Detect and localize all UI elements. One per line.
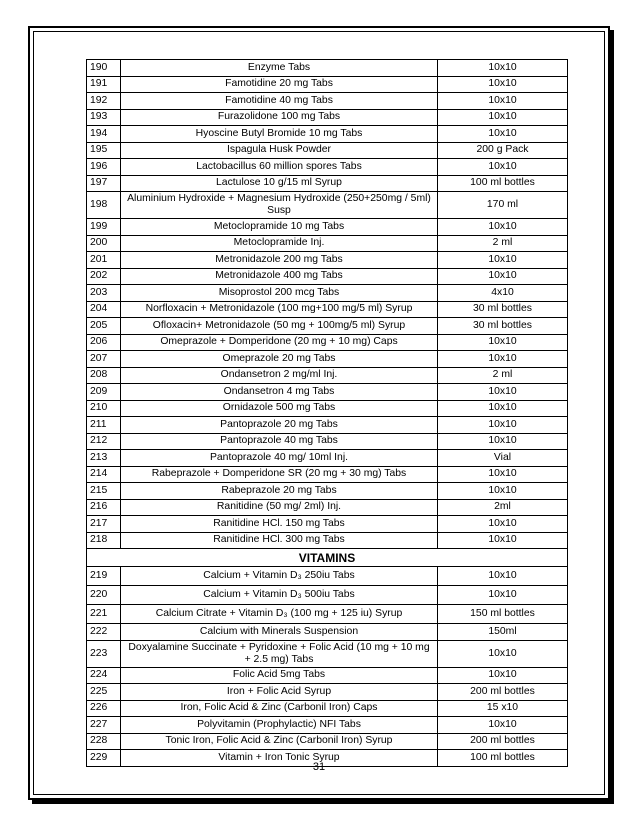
table-row [87,450,568,467]
item-number-cell: 198 [87,192,121,219]
item-number-cell: 205 [87,318,121,335]
item-description-cell: Folic Acid 5mg Tabs [121,667,438,684]
pack-size-cell: 15 x10 [438,700,568,717]
table-row [87,159,568,176]
pack-size-cell: 100 ml bottles [438,750,568,767]
pack-size-cell: 10x10 [438,219,568,236]
pack-size-cell: 10x10 [438,567,568,586]
item-description-cell: Misoprostol 200 mcg Tabs [121,285,438,302]
pack-size-cell: 10x10 [438,384,568,401]
table-row [87,499,568,516]
table-row [87,532,568,549]
pack-size-cell: 10x10 [438,351,568,368]
pack-size-cell: 10x10 [438,334,568,351]
table-row [87,586,568,605]
pack-size-cell: 150 ml bottles [438,605,568,624]
item-number-cell: 221 [87,605,121,624]
table-row [87,142,568,159]
pack-size-cell: 10x10 [438,252,568,269]
pack-size-cell: 10x10 [438,532,568,549]
item-description-cell: Ornidazole 500 mg Tabs [121,400,438,417]
table-row [87,700,568,717]
pack-size-cell: 100 ml bottles [438,175,568,192]
item-number-cell: 209 [87,384,121,401]
table-row [87,717,568,734]
table-row [87,235,568,252]
table-row [87,351,568,368]
item-number-cell: 191 [87,76,121,93]
item-description-cell: Lactobacillus 60 million spores Tabs [121,159,438,176]
pack-size-cell: 150ml [438,624,568,641]
section-title: VITAMINS [87,549,568,567]
item-description-cell: Rabeprazole + Domperidone SR (20 mg + 30 mg) Tabs [121,466,438,483]
table-row [87,605,568,624]
item-number-cell: 227 [87,717,121,734]
table-row [87,667,568,684]
pack-size-cell: 2ml [438,499,568,516]
pack-size-cell: 10x10 [438,417,568,434]
pack-size-cell: 10x10 [438,400,568,417]
item-description-cell: Norfloxacin + Metronidazole (100 mg+100 mg/5 ml) Syrup [121,301,438,318]
item-description-cell: Ranitidine (50 mg/ 2ml) Inj. [121,499,438,516]
page-number: 31 [312,761,326,773]
item-description-cell: Ondansetron 4 mg Tabs [121,384,438,401]
table-row [87,367,568,384]
item-number-cell: 212 [87,433,121,450]
item-description-cell: Metronidazole 400 mg Tabs [121,268,438,285]
item-number-cell: 218 [87,532,121,549]
table-row [87,252,568,269]
pack-size-cell: 10x10 [438,268,568,285]
pack-size-cell: 10x10 [438,516,568,533]
pack-size-cell: 4x10 [438,285,568,302]
pack-size-cell: 10x10 [438,640,568,667]
item-number-cell: 192 [87,93,121,110]
item-number-cell: 219 [87,567,121,586]
table-row [87,433,568,450]
table-row [87,76,568,93]
item-description-cell: Ispagula Husk Powder [121,142,438,159]
table-row [87,624,568,641]
item-number-cell: 196 [87,159,121,176]
item-number-cell: 215 [87,483,121,500]
item-description-cell: Ranitidine HCl. 150 mg Tabs [121,516,438,533]
item-description-cell: Metronidazole 200 mg Tabs [121,252,438,269]
table-row [87,483,568,500]
pack-size-cell: 10x10 [438,76,568,93]
item-number-cell: 193 [87,109,121,126]
page-border-shadow-bottom [32,800,614,804]
item-description-cell: Iron, Folic Acid & Zinc (Carbonil Iron) Caps [121,700,438,717]
pack-size-cell: 2 ml [438,367,568,384]
item-description-cell: Lactulose 10 g/15 ml Syrup [121,175,438,192]
table-row [87,684,568,701]
item-number-cell: 203 [87,285,121,302]
item-description-cell: Famotidine 20 mg Tabs [121,76,438,93]
item-number-cell: 211 [87,417,121,434]
item-number-cell: 190 [87,60,121,77]
item-number-cell: 223 [87,640,121,667]
item-number-cell: 208 [87,367,121,384]
item-description-cell: Metoclopramide 10 mg Tabs [121,219,438,236]
item-number-cell: 194 [87,126,121,143]
item-description-cell: Rabeprazole 20 mg Tabs [121,483,438,500]
item-description-cell: Enzyme Tabs [121,60,438,77]
item-description-cell: Ofloxacin+ Metronidazole (50 mg + 100mg/5 ml) Syrup [121,318,438,335]
table-row [87,400,568,417]
table-row [87,175,568,192]
pack-size-cell: 10x10 [438,433,568,450]
item-number-cell: 199 [87,219,121,236]
item-description-cell: Omeprazole 20 mg Tabs [121,351,438,368]
pack-size-cell: 2 ml [438,235,568,252]
item-number-cell: 213 [87,450,121,467]
item-description-cell: Ondansetron 2 mg/ml Inj. [121,367,438,384]
pack-size-cell: 200 ml bottles [438,684,568,701]
pack-size-cell: 30 ml bottles [438,301,568,318]
medicine-table [86,59,568,767]
pack-size-cell: 170 ml [438,192,568,219]
item-number-cell: 207 [87,351,121,368]
table-row [87,733,568,750]
table-row [87,334,568,351]
pack-size-cell: 200 g Pack [438,142,568,159]
item-number-cell: 228 [87,733,121,750]
table-row [87,126,568,143]
item-number-cell: 197 [87,175,121,192]
table-row [87,640,568,667]
pack-size-cell: 10x10 [438,483,568,500]
table-row [87,109,568,126]
item-number-cell: 229 [87,750,121,767]
page-border-shadow-right [610,30,614,804]
item-number-cell: 225 [87,684,121,701]
section-header-row [87,549,568,567]
item-number-cell: 220 [87,586,121,605]
table-row [87,318,568,335]
table-row [87,466,568,483]
item-description-cell: Pantoprazole 40 mg/ 10ml Inj. [121,450,438,467]
pack-size-cell: 10x10 [438,466,568,483]
pack-size-cell: 10x10 [438,159,568,176]
item-description-cell: Metoclopramide Inj. [121,235,438,252]
item-number-cell: 195 [87,142,121,159]
item-description-cell: Omeprazole + Domperidone (20 mg + 10 mg) Caps [121,334,438,351]
item-description-cell: Hyoscine Butyl Bromide 10 mg Tabs [121,126,438,143]
table-row [87,285,568,302]
pack-size-cell: 30 ml bottles [438,318,568,335]
item-number-cell: 202 [87,268,121,285]
item-description-cell: Calcium Citrate + Vitamin D₃ (100 mg + 125 iu) Syrup [121,605,438,624]
item-description-cell: Pantoprazole 40 mg Tabs [121,433,438,450]
item-number-cell: 222 [87,624,121,641]
item-description-cell: Doxyalamine Succinate + Pyridoxine + Folic Acid (10 mg + 10 mg + 2.5 mg) Tabs [121,640,438,667]
table-row [87,301,568,318]
table-row [87,384,568,401]
pack-size-cell: 10x10 [438,126,568,143]
table-row [87,219,568,236]
item-description-cell: Pantoprazole 20 mg Tabs [121,417,438,434]
item-description-cell: Tonic Iron, Folic Acid & Zinc (Carbonil Iron) Syrup [121,733,438,750]
item-number-cell: 224 [87,667,121,684]
table-row [87,567,568,586]
pack-size-cell: 10x10 [438,60,568,77]
table-row [87,516,568,533]
pack-size-cell: 10x10 [438,667,568,684]
item-description-cell: Calcium + Vitamin D₃ 500iu Tabs [121,586,438,605]
item-number-cell: 210 [87,400,121,417]
item-description-cell: Calcium with Minerals Suspension [121,624,438,641]
item-number-cell: 217 [87,516,121,533]
table-row [87,268,568,285]
item-number-cell: 216 [87,499,121,516]
pack-size-cell: Vial [438,450,568,467]
item-description-cell: Polyvitamin (Prophylactic) NFI Tabs [121,717,438,734]
pack-size-cell: 200 ml bottles [438,733,568,750]
item-number-cell: 206 [87,334,121,351]
table-row [87,93,568,110]
table-row [87,192,568,219]
pack-size-cell: 10x10 [438,109,568,126]
pack-size-cell: 10x10 [438,586,568,605]
item-description-cell: Aluminium Hydroxide + Magnesium Hydroxide (250+250mg / 5ml) Susp [121,192,438,219]
table-row [87,417,568,434]
table-row [87,60,568,77]
item-number-cell: 201 [87,252,121,269]
item-number-cell: 214 [87,466,121,483]
item-description-cell: Ranitidine HCl. 300 mg Tabs [121,532,438,549]
item-description-cell: Iron + Folic Acid Syrup [121,684,438,701]
pack-size-cell: 10x10 [438,717,568,734]
pack-size-cell: 10x10 [438,93,568,110]
item-number-cell: 204 [87,301,121,318]
item-description-cell: Furazolidone 100 mg Tabs [121,109,438,126]
item-description-cell: Famotidine 40 mg Tabs [121,93,438,110]
item-description-cell: Calcium + Vitamin D₃ 250iu Tabs [121,567,438,586]
item-number-cell: 226 [87,700,121,717]
item-number-cell: 200 [87,235,121,252]
item-description-cell: Vitamin + Iron Tonic Syrup [121,750,438,767]
